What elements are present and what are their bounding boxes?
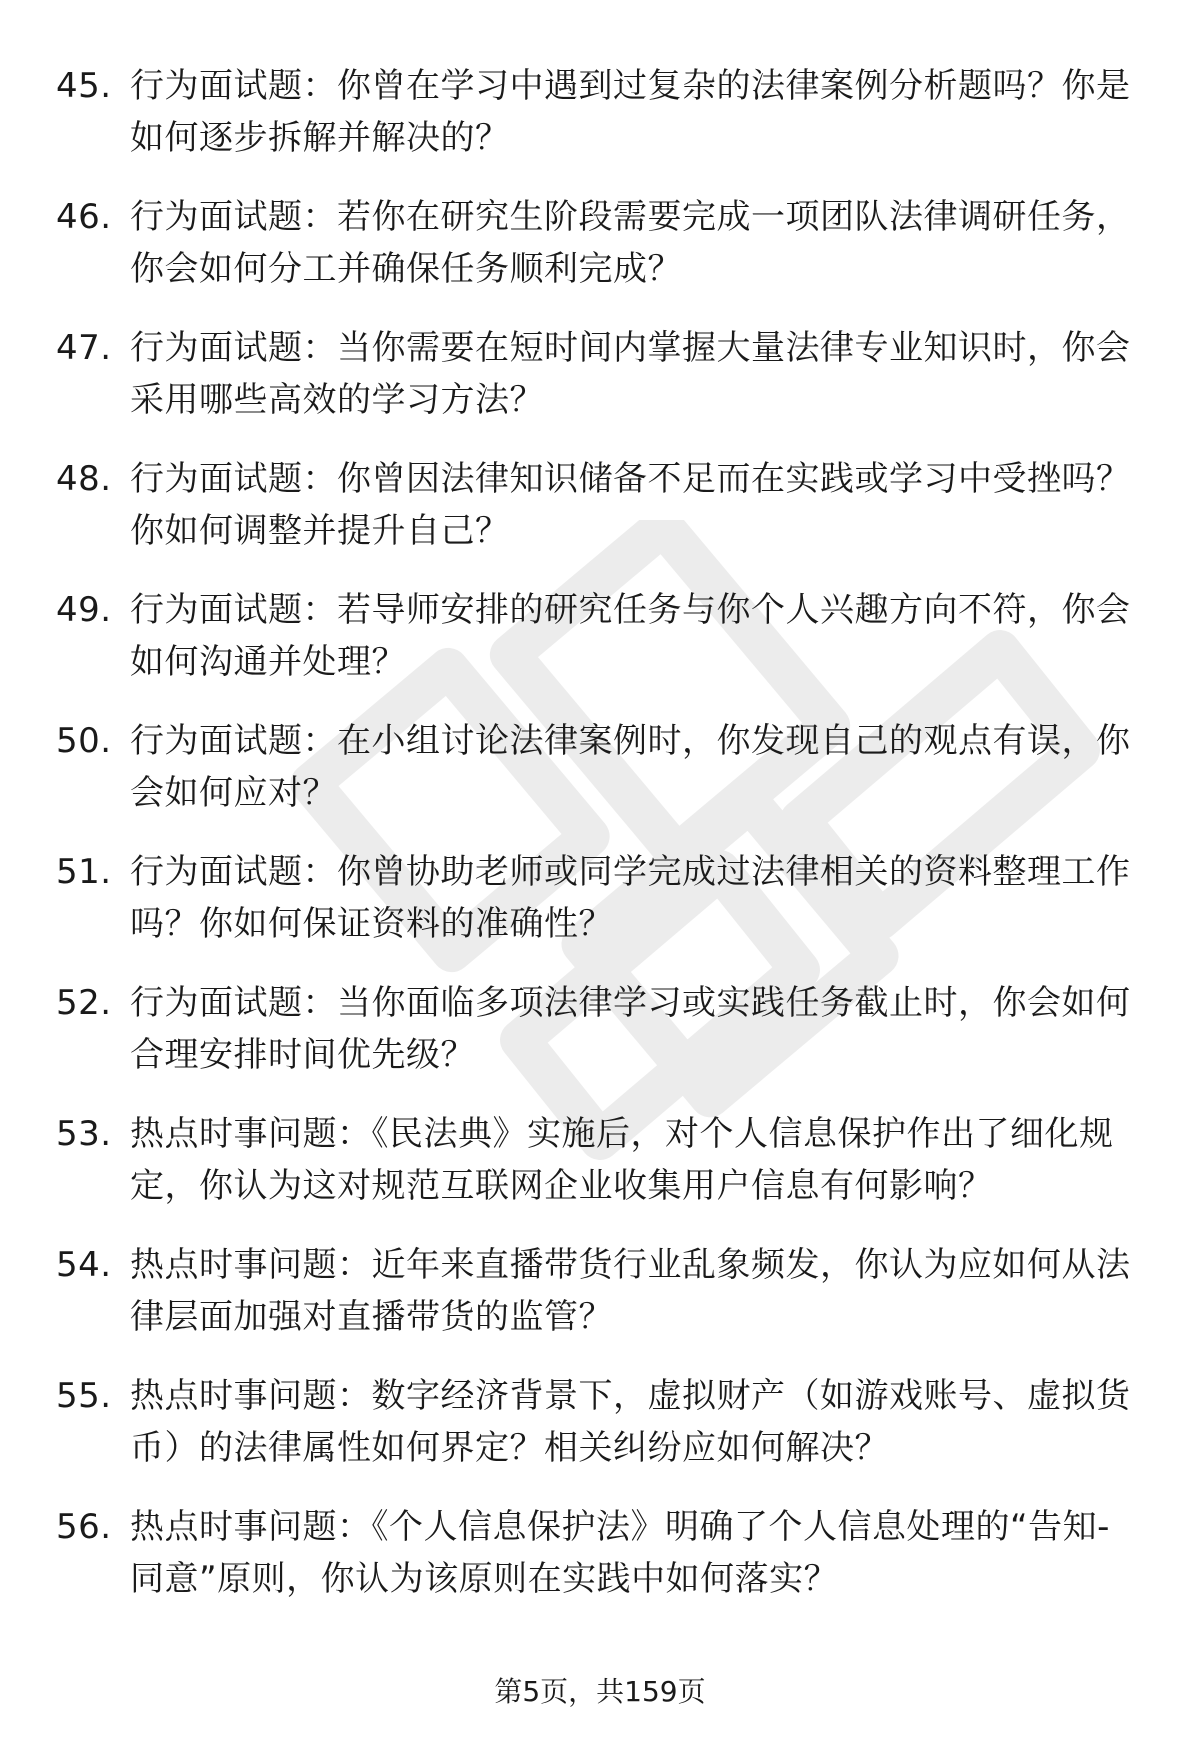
list-item [0, 453, 1200, 584]
list-item [0, 846, 1200, 977]
question-text: 热点时事问题：《个人信息保护法》明确了个人信息处理的“告知-同意”原则，你认为该原则在实践中如何落实？ [130, 1507, 1110, 1599]
question-text: 行为面试题：你曾在学习中遇到过复杂的法律案例分析题吗？你是如何逐步拆解并解决的？ [130, 66, 1131, 158]
question-number: 50. [56, 721, 112, 761]
question-text: 行为面试题：当你面临多项法律学习或实践任务截止时，你会如何合理安排时间优先级？ [130, 983, 1131, 1075]
question-list [0, 60, 1200, 1632]
list-item [0, 60, 1200, 191]
list-item [0, 1370, 1200, 1501]
question-text: 行为面试题：你曾协助老师或同学完成过法律相关的资料整理工作吗？你如何保证资料的准确性？ [130, 852, 1131, 944]
question-text: 行为面试题：你曾因法律知识储备不足而在实践或学习中受挫吗？你如何调整并提升自己？ [130, 459, 1131, 551]
page-footer: 第5页，共159页 [494, 1675, 706, 1708]
list-item [0, 715, 1200, 846]
list-item [0, 1239, 1200, 1370]
question-number: 54. [56, 1245, 112, 1285]
list-item [0, 977, 1200, 1108]
question-number: 53. [56, 1114, 112, 1154]
list-item [0, 1501, 1200, 1632]
list-item [0, 1108, 1200, 1239]
question-text: 行为面试题：若导师安排的研究任务与你个人兴趣方向不符，你会如何沟通并处理？ [130, 590, 1131, 682]
question-text: 热点时事问题：数字经济背景下，虚拟财产（如游戏账号、虚拟货币）的法律属性如何界定？相关纠纷应如何解决？ [130, 1376, 1131, 1468]
list-item [0, 191, 1200, 322]
question-number: 51. [56, 852, 112, 892]
question-text: 热点时事问题：近年来直播带货行业乱象频发，你认为应如何从法律层面加强对直播带货的监管？ [130, 1245, 1131, 1337]
question-number: 47. [56, 328, 112, 368]
list-item [0, 584, 1200, 715]
question-text: 热点时事问题：《民法典》实施后，对个人信息保护作出了细化规定，你认为这对规范互联网企业收集用户信息有何影响？ [130, 1114, 1114, 1206]
question-text: 行为面试题：在小组讨论法律案例时，你发现自己的观点有误，你会如何应对？ [130, 721, 1131, 813]
question-text: 行为面试题：若你在研究生阶段需要完成一项团队法律调研任务，你会如何分工并确保任务顺利完成？ [130, 197, 1131, 289]
question-number: 48. [56, 459, 112, 499]
question-number: 46. [56, 197, 112, 237]
question-text: 行为面试题：当你需要在短时间内掌握大量法律专业知识时，你会采用哪些高效的学习方法？ [130, 328, 1131, 420]
question-number: 49. [56, 590, 112, 630]
question-number: 45. [56, 66, 112, 106]
question-number: 55. [56, 1376, 112, 1416]
question-number: 56. [56, 1507, 112, 1547]
question-number: 52. [56, 983, 112, 1023]
list-item [0, 322, 1200, 453]
